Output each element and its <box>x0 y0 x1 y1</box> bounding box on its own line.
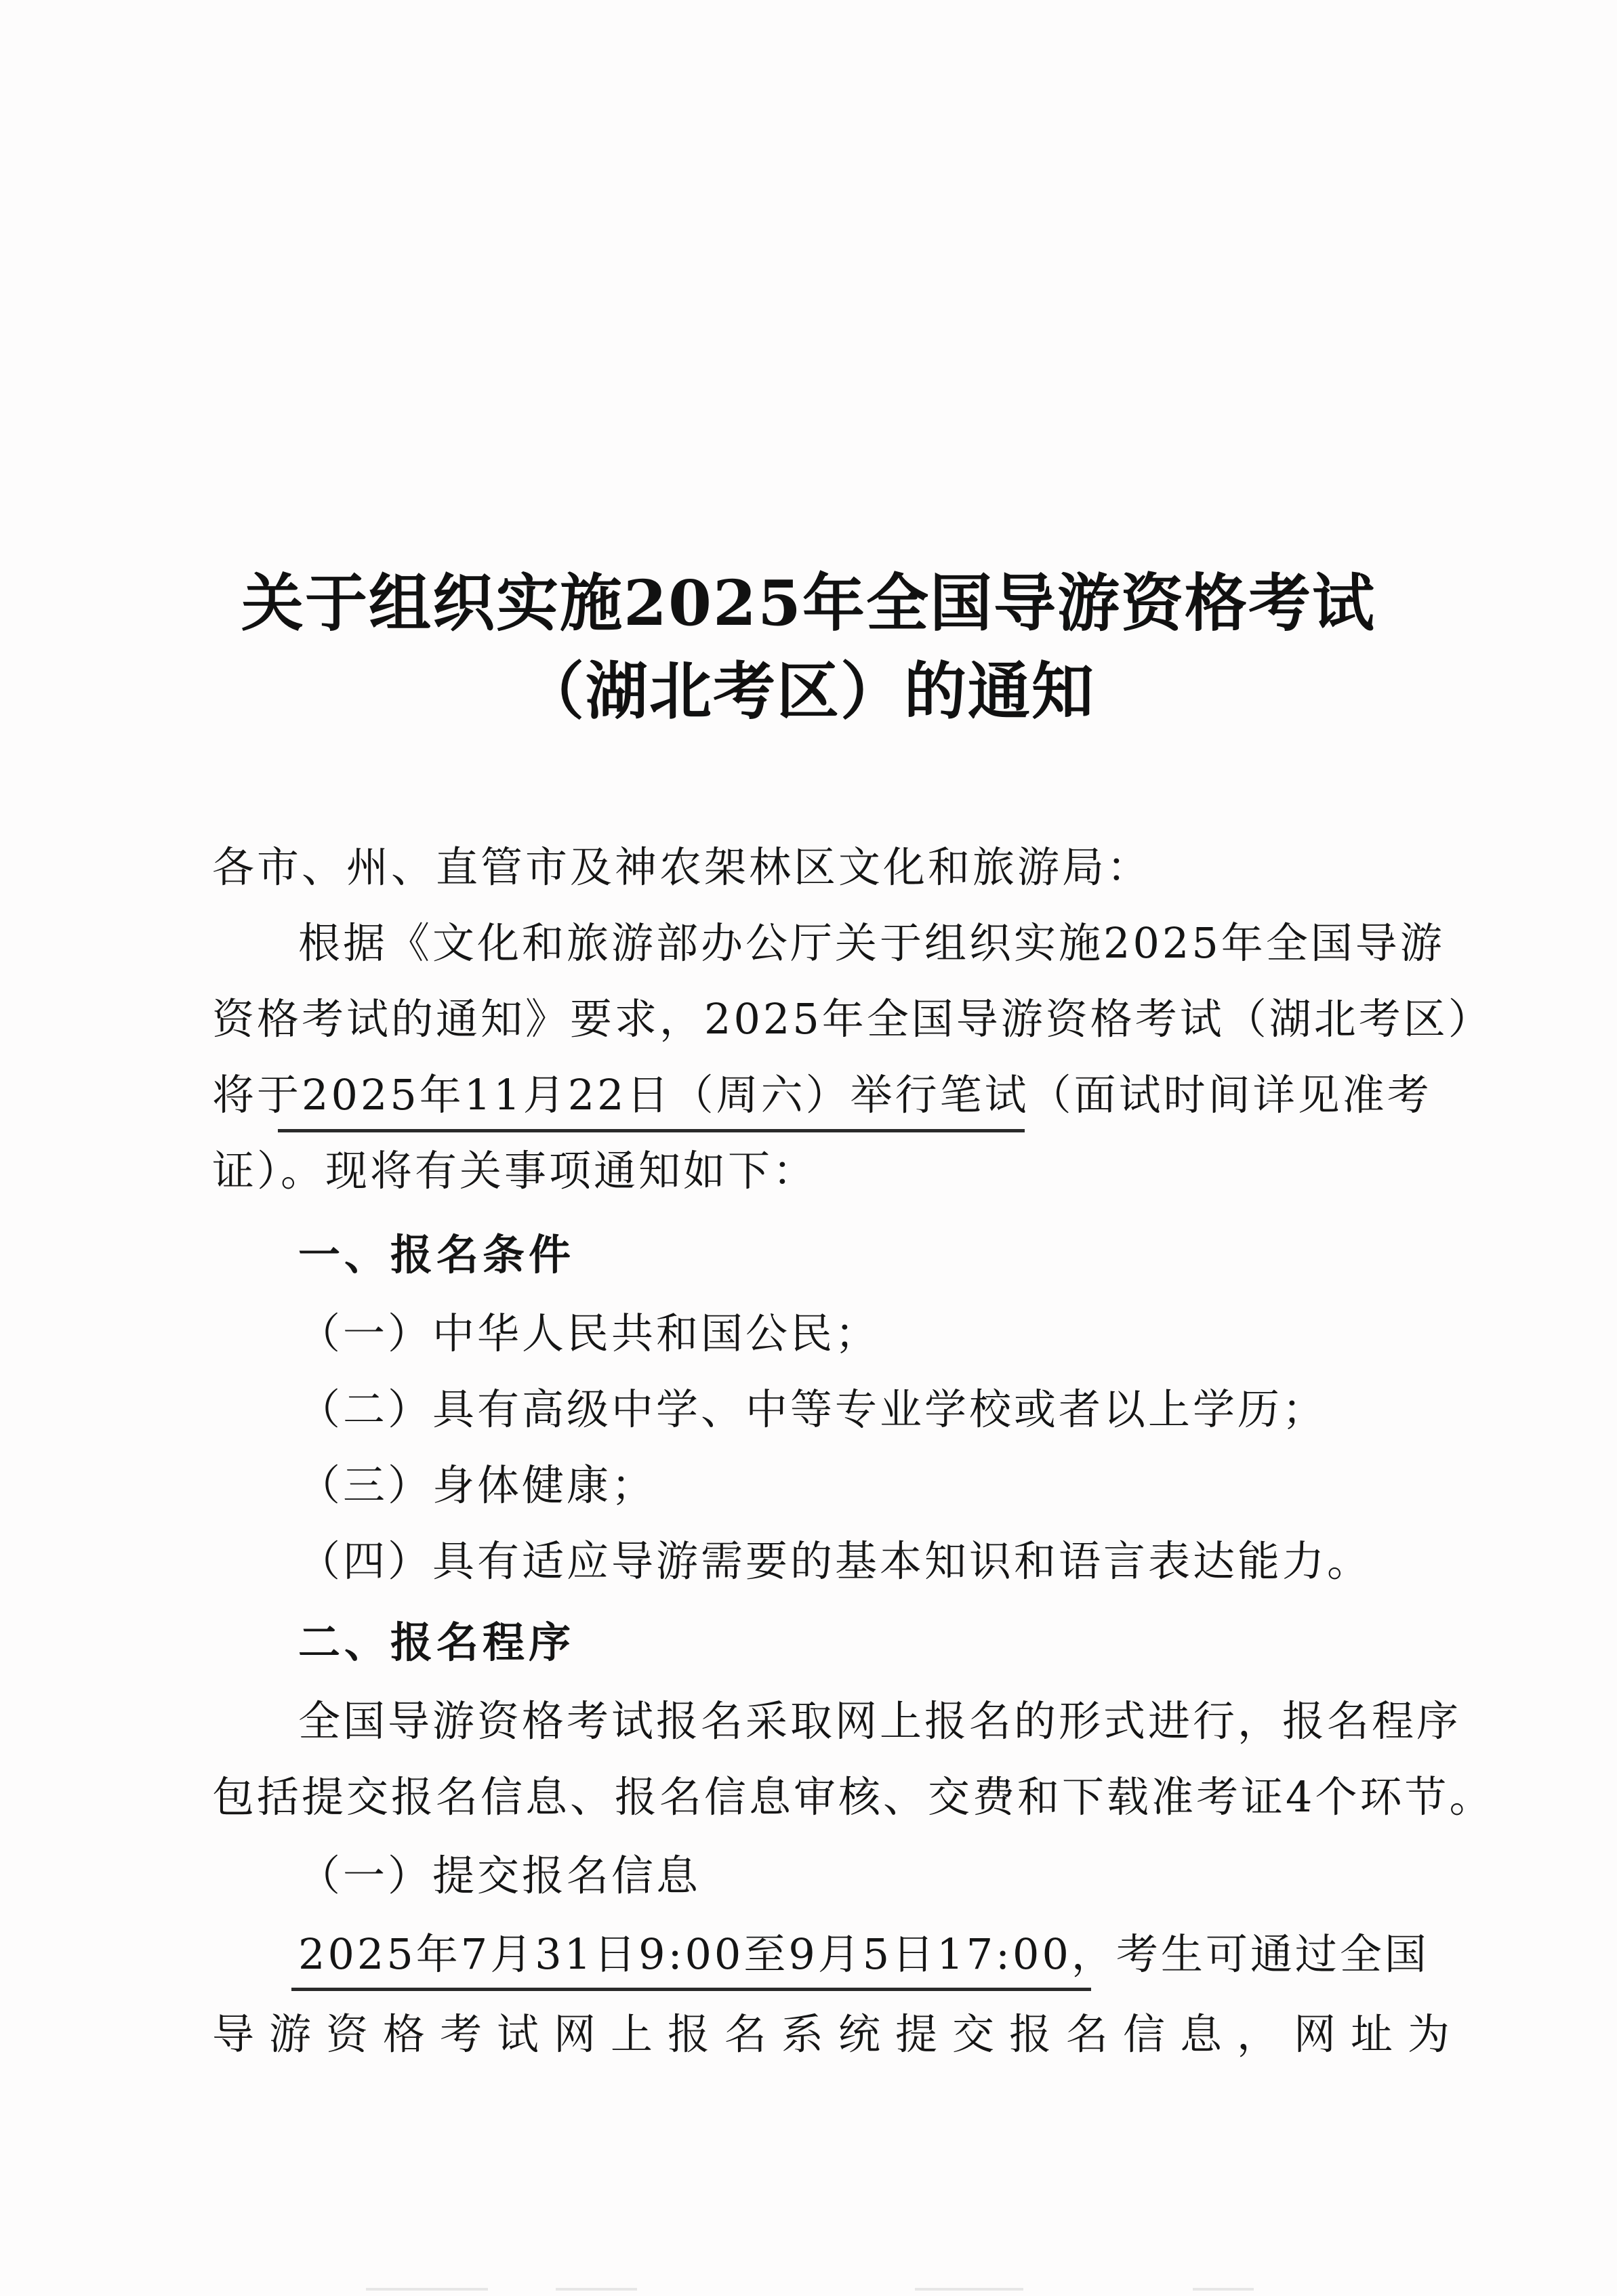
section-2-heading: 二、报名程序 <box>298 1618 575 1667</box>
exam-date-underline <box>278 1129 1025 1132</box>
intro-line-3-prefix: 将于 <box>212 1070 302 1120</box>
intro-line-3-suffix: （面试时间详见准考 <box>1029 1070 1432 1120</box>
intro-line-1: 根据《文化和旅游部办公厅关于组织实施2025年全国导游 <box>298 918 1445 968</box>
procedure-line-1: 全国导游资格考试报名采取网上报名的形式进行，报名程序 <box>298 1696 1462 1746</box>
subsection-1-heading: （一）提交报名信息 <box>298 1851 701 1900</box>
procedure-line-2: 包括提交报名信息、报名信息审核、交费和下载准考证4个环节。 <box>212 1772 1494 1822</box>
eligibility-item-4: （四）具有适应导游需要的基本知识和语言表达能力。 <box>298 1536 1372 1586</box>
scan-edge-mark <box>915 2288 1023 2291</box>
document-title-line-2: （湖北考区）的通知 <box>521 655 1095 728</box>
registration-period-suffix: ，考生可通过全国 <box>1071 1929 1429 1979</box>
document-title-line-1: 关于组织实施2025年全国导游资格考试 <box>241 567 1376 640</box>
intro-line-2: 资格考试的通知》要求，2025年全国导游资格考试（湖北考区） <box>212 994 1493 1044</box>
scan-edge-mark <box>1193 2288 1254 2291</box>
eligibility-item-1: （一）中华人民共和国公民； <box>298 1309 880 1358</box>
intro-line-3 <box>212 1068 1432 1122</box>
scan-edge-mark <box>366 2288 488 2291</box>
registration-period-line <box>298 1927 1429 1982</box>
scan-edge-mark <box>556 2288 637 2291</box>
eligibility-item-2: （二）具有高级中学、中等专业学校或者以上学历； <box>298 1385 1328 1434</box>
eligibility-item-3: （三）身体健康； <box>298 1460 657 1510</box>
exam-date-highlight: 2025年11月22日（周六）举行笔试 <box>302 1070 1029 1120</box>
intro-line-4: 证）。现将有关事项通知如下： <box>212 1146 818 1195</box>
registration-period-underline <box>291 1988 1091 1991</box>
registration-website-line: 导游资格考试网上报名系统提交报名信息，网址为 <box>212 2009 1465 2059</box>
registration-period-highlight: 2025年7月31日9:00至9月5日17:00 <box>298 1929 1071 1979</box>
section-1-heading: 一、报名条件 <box>298 1230 575 1279</box>
salutation: 各市、州、直管市及神农架林区文化和旅游局： <box>212 842 1152 892</box>
